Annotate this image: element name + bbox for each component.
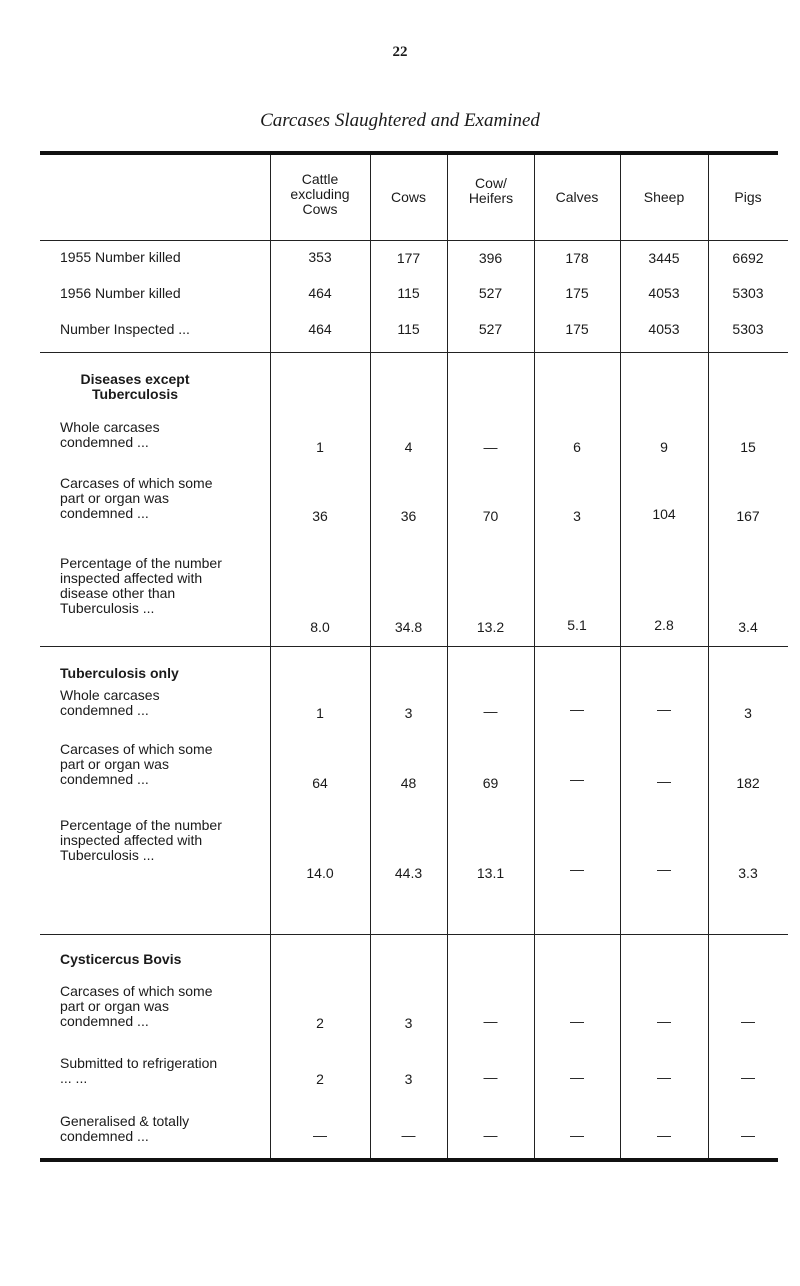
table-cell: — <box>570 861 584 877</box>
table-cell: — <box>657 1013 671 1029</box>
table-cell: — <box>483 1127 498 1143</box>
table-cell: — <box>741 1013 755 1029</box>
section-rule-3 <box>40 934 788 935</box>
table-cell: 527 <box>478 321 503 337</box>
table-cell: 14.0 <box>306 865 334 881</box>
table-cell: 13.2 <box>476 619 505 635</box>
table-cell: — <box>657 1069 671 1085</box>
table-cell: 2 <box>316 1015 324 1031</box>
table-cell: 5303 <box>732 285 764 301</box>
table-cell: — <box>483 703 498 719</box>
table-cell: 6 <box>573 439 581 455</box>
row-label: Carcases of which some part or organ was condemned ... <box>60 475 213 521</box>
row-label: Percentage of the number inspected affected with disease other than Tuberculosis ... <box>60 555 222 616</box>
table-cell: 3 <box>404 705 413 721</box>
section-title: Cysticercus Bovis <box>60 951 182 967</box>
column-header-cow-heifers: Cow/ Heifers <box>468 175 514 206</box>
table-cell: 9 <box>660 439 668 455</box>
row-label: Carcases of which some part or organ was condemned ... <box>60 741 213 787</box>
table-cell: 175 <box>565 285 589 301</box>
table-cell: 3.4 <box>738 619 758 635</box>
table-cell: 3.3 <box>738 865 758 881</box>
table-cell: — <box>657 701 671 717</box>
section-title: Tuberculosis only <box>60 665 179 681</box>
table-cell: 13.1 <box>476 865 505 881</box>
table-cell: 3445 <box>648 250 680 266</box>
table-cell: 177 <box>396 250 421 266</box>
table-cell: 69 <box>482 775 499 791</box>
table-cell: 115 <box>397 285 420 301</box>
column-header-sheep: Sheep <box>643 189 685 205</box>
section-title: Diseases except Tuberculosis <box>80 371 190 402</box>
table-cell: — <box>741 1069 755 1085</box>
row-label: 1956 Number killed <box>60 285 181 301</box>
row-label: 1955 Number killed <box>60 249 181 265</box>
column-rule-6 <box>708 155 709 1158</box>
table-cell: 36 <box>400 508 417 524</box>
table-cell: 34.8 <box>394 619 423 635</box>
table-cell: 4053 <box>648 321 680 337</box>
table-cell: 4 <box>404 439 413 455</box>
table-cell: — <box>313 1127 327 1143</box>
row-label: Number Inspected ... <box>60 321 190 337</box>
table-cell: — <box>570 1127 584 1143</box>
table-cell: 167 <box>736 508 760 524</box>
table-cell: 64 <box>312 775 328 791</box>
table-cell: — <box>483 1069 498 1085</box>
table-cell: — <box>741 1127 755 1143</box>
column-header-calves: Calves <box>555 189 599 205</box>
table-cell: 175 <box>565 321 589 337</box>
table-cell: 36 <box>312 508 328 524</box>
table-cell: — <box>657 1127 671 1143</box>
column-rule-5 <box>620 155 621 1158</box>
table-cell: 464 <box>308 321 332 337</box>
table-cell: 464 <box>308 285 332 301</box>
table-cell: — <box>570 771 584 787</box>
table-cell: 4053 <box>648 285 680 301</box>
table-cell: 182 <box>736 775 760 791</box>
table-cell: 353 <box>308 249 332 265</box>
column-rule-1 <box>270 155 271 1158</box>
column-rule-4 <box>534 155 535 1158</box>
page-title: Carcases Slaughtered and Examined <box>260 110 540 131</box>
column-header-cows: Cows <box>390 189 426 205</box>
table-cell: 70 <box>482 508 499 524</box>
column-rule-2 <box>370 155 371 1158</box>
table-cell: 8.0 <box>310 619 330 635</box>
table-cell: 2.8 <box>654 617 674 633</box>
section-rule-2 <box>40 646 788 647</box>
table-cell: — <box>483 439 498 455</box>
table-cell: — <box>570 1069 584 1085</box>
column-rule-3 <box>447 155 448 1158</box>
table-cell: — <box>401 1127 416 1143</box>
table-cell: 115 <box>397 321 420 337</box>
table-top-rule <box>40 151 778 155</box>
column-header-pigs: Pigs <box>734 189 762 205</box>
table-cell: 527 <box>478 285 503 301</box>
table-cell: — <box>483 1013 498 1029</box>
section-rule-1 <box>40 352 788 353</box>
table-cell: — <box>570 1013 584 1029</box>
table-cell: 1 <box>316 705 324 721</box>
column-header-cattle: Cattle excluding Cows <box>290 171 350 217</box>
table-cell: 44.3 <box>394 865 423 881</box>
row-label: Percentage of the number inspected affected with Tuberculosis ... <box>60 817 222 863</box>
table-cell: 3 <box>573 508 581 524</box>
row-label: Carcases of which some part or organ was condemned ... <box>60 983 213 1029</box>
table-cell: — <box>657 861 671 877</box>
table-bottom-rule <box>40 1158 778 1162</box>
table-cell: 15 <box>740 439 756 455</box>
table-cell: 3 <box>404 1071 413 1087</box>
page-number: 22 <box>392 44 408 60</box>
table-cell: 2 <box>316 1071 324 1087</box>
table-cell: 104 <box>652 506 676 522</box>
row-label: Generalised & totally condemned ... <box>60 1113 190 1144</box>
row-label: Submitted to refrigeration ... ... <box>60 1055 218 1086</box>
table-cell: 48 <box>400 775 417 791</box>
table-cell: 1 <box>316 439 324 455</box>
table-cell: 6692 <box>732 250 764 266</box>
header-rule <box>40 240 788 241</box>
table-cell: 5.1 <box>567 617 587 633</box>
table-cell: 5303 <box>732 321 764 337</box>
table-cell: — <box>570 701 584 717</box>
table-cell: 178 <box>565 250 589 266</box>
row-label: Whole carcases condemned ... <box>60 419 160 450</box>
table-cell: 3 <box>404 1015 413 1031</box>
table-cell: — <box>657 773 671 789</box>
table-cell: 396 <box>478 250 503 266</box>
row-label: Whole carcases condemned ... <box>60 687 160 718</box>
table-cell: 3 <box>744 705 752 721</box>
